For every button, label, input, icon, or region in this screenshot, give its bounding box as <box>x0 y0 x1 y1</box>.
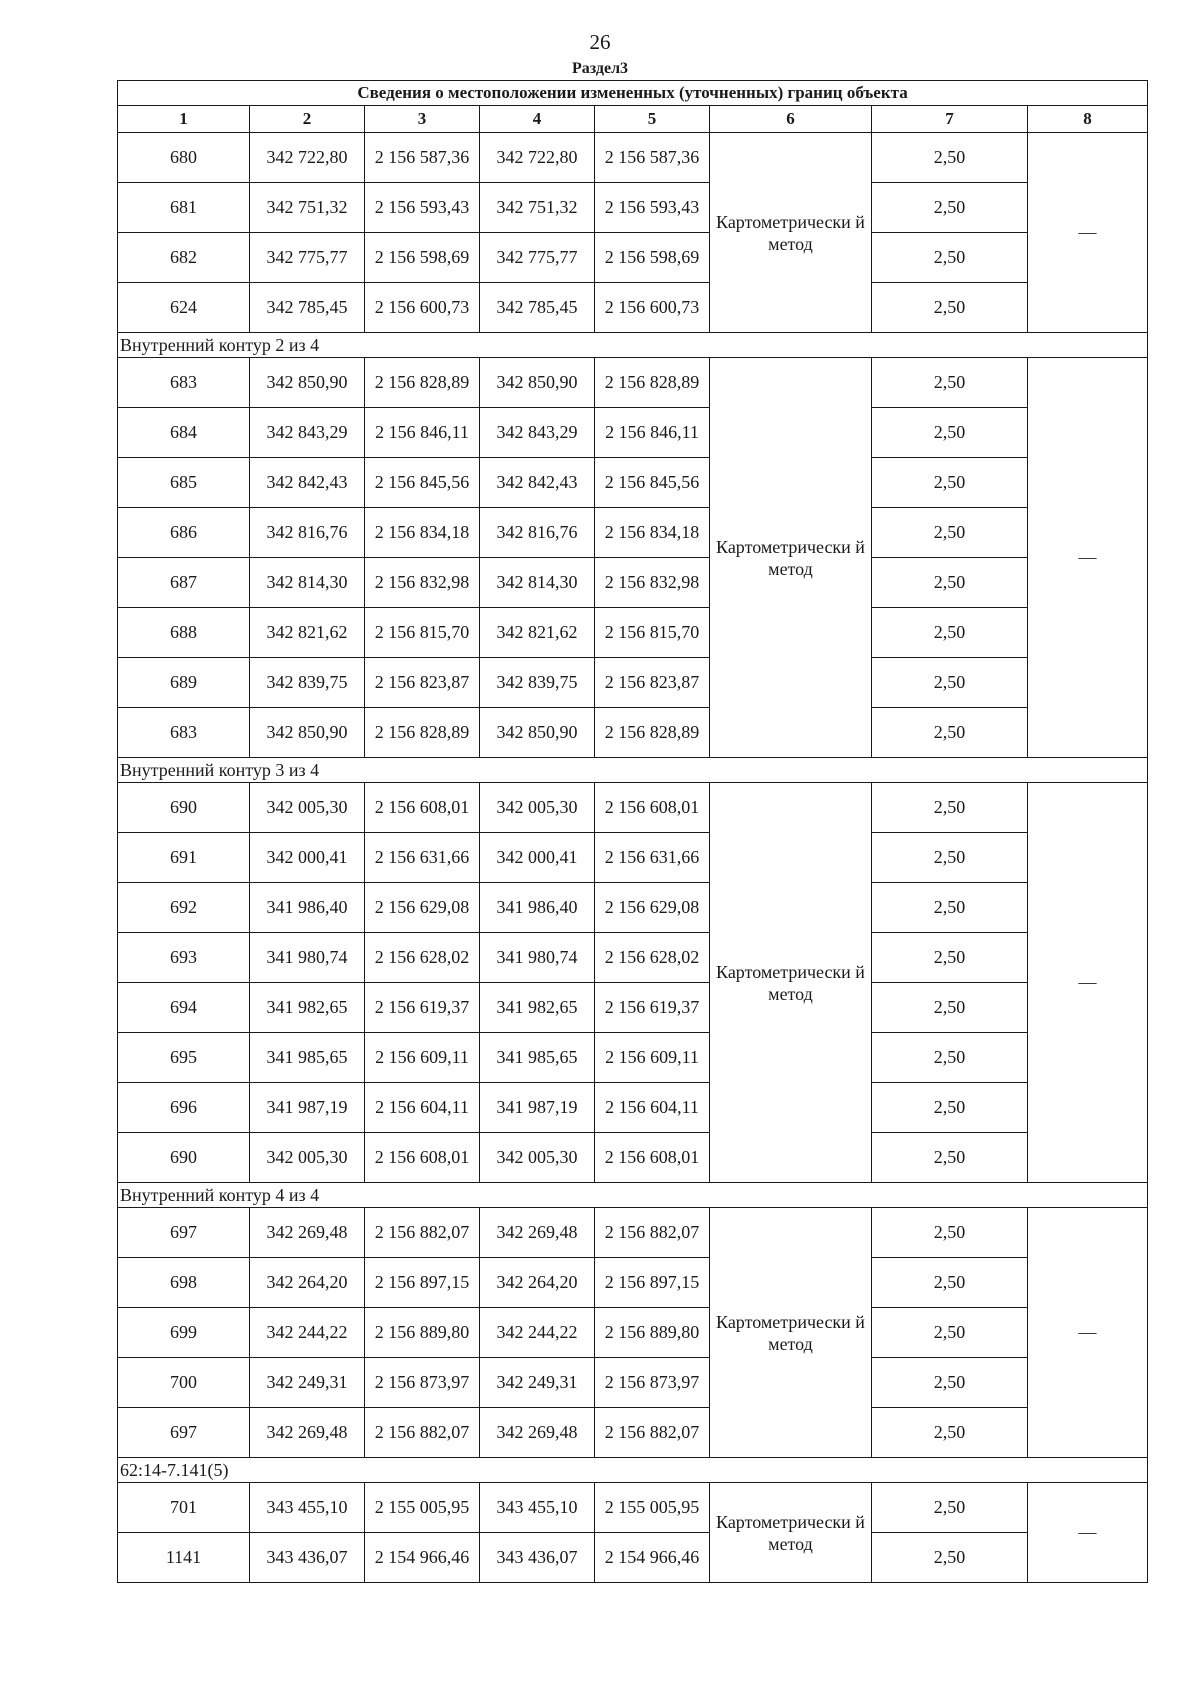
x-coordinate-refined: 342 839,75 <box>480 658 595 708</box>
x-coordinate-refined: 342 816,76 <box>480 508 595 558</box>
x-coordinate: 342 843,29 <box>250 408 365 458</box>
y-coordinate-refined: 2 156 587,36 <box>595 133 710 183</box>
accuracy-value: 2,50 <box>872 933 1028 983</box>
y-coordinate-refined: 2 156 608,01 <box>595 1133 710 1183</box>
table-row <box>118 883 1148 933</box>
y-coordinate-refined: 2 156 608,01 <box>595 783 710 833</box>
point-number: 683 <box>118 708 250 758</box>
contour-header-row <box>118 758 1148 783</box>
x-coordinate: 342 821,62 <box>250 608 365 658</box>
method-cell: Картометрически й метод <box>710 783 872 1183</box>
x-coordinate: 342 814,30 <box>250 558 365 608</box>
y-coordinate-refined: 2 156 604,11 <box>595 1083 710 1133</box>
x-coordinate-refined: 342 005,30 <box>480 783 595 833</box>
point-number: 685 <box>118 458 250 508</box>
point-number: 697 <box>118 1408 250 1458</box>
point-number: 1141 <box>118 1533 250 1583</box>
y-coordinate: 2 156 628,02 <box>365 933 480 983</box>
column-number: 6 <box>710 106 872 133</box>
table-row <box>118 558 1148 608</box>
x-coordinate: 341 982,65 <box>250 983 365 1033</box>
y-coordinate: 2 156 604,11 <box>365 1083 480 1133</box>
accuracy-value: 2,50 <box>872 1033 1028 1083</box>
x-coordinate-refined: 341 980,74 <box>480 933 595 983</box>
accuracy-value: 2,50 <box>872 408 1028 458</box>
accuracy-value: 2,50 <box>872 1408 1028 1458</box>
point-number: 692 <box>118 883 250 933</box>
point-number: 690 <box>118 1133 250 1183</box>
point-number: 687 <box>118 558 250 608</box>
table-row <box>118 1533 1148 1583</box>
x-coordinate-refined: 341 986,40 <box>480 883 595 933</box>
method-cell: Картометрически й метод <box>710 1483 872 1583</box>
contour-header-row <box>118 1183 1148 1208</box>
accuracy-value: 2,50 <box>872 183 1028 233</box>
method-cell: Картометрически й метод <box>710 1208 872 1458</box>
y-coordinate-refined: 2 156 882,07 <box>595 1208 710 1258</box>
accuracy-value: 2,50 <box>872 658 1028 708</box>
point-number: 680 <box>118 133 250 183</box>
x-coordinate-refined: 342 842,43 <box>480 458 595 508</box>
x-coordinate-refined: 342 814,30 <box>480 558 595 608</box>
x-coordinate-refined: 342 000,41 <box>480 833 595 883</box>
x-coordinate: 342 249,31 <box>250 1358 365 1408</box>
contour-label: Внутренний контур 2 из 4 <box>118 333 1148 358</box>
x-coordinate: 342 839,75 <box>250 658 365 708</box>
note-dash: — <box>1028 783 1148 1183</box>
point-number: 697 <box>118 1208 250 1258</box>
table-row <box>118 233 1148 283</box>
accuracy-value: 2,50 <box>872 1483 1028 1533</box>
point-number: 690 <box>118 783 250 833</box>
x-coordinate: 341 986,40 <box>250 883 365 933</box>
y-coordinate: 2 156 834,18 <box>365 508 480 558</box>
y-coordinate: 2 156 629,08 <box>365 883 480 933</box>
accuracy-value: 2,50 <box>872 708 1028 758</box>
x-coordinate-refined: 342 843,29 <box>480 408 595 458</box>
x-coordinate: 342 850,90 <box>250 708 365 758</box>
accuracy-value: 2,50 <box>872 608 1028 658</box>
point-number: 696 <box>118 1083 250 1133</box>
x-coordinate: 342 751,32 <box>250 183 365 233</box>
y-coordinate: 2 156 823,87 <box>365 658 480 708</box>
column-number: 4 <box>480 106 595 133</box>
x-coordinate: 342 269,48 <box>250 1208 365 1258</box>
accuracy-value: 2,50 <box>872 458 1028 508</box>
y-coordinate: 2 156 608,01 <box>365 783 480 833</box>
point-number: 691 <box>118 833 250 883</box>
accuracy-value: 2,50 <box>872 358 1028 408</box>
point-number: 698 <box>118 1258 250 1308</box>
table-row <box>118 1358 1148 1408</box>
point-number: 683 <box>118 358 250 408</box>
x-coordinate: 342 775,77 <box>250 233 365 283</box>
table-row <box>118 1033 1148 1083</box>
x-coordinate: 342 005,30 <box>250 1133 365 1183</box>
y-coordinate: 2 154 966,46 <box>365 1533 480 1583</box>
y-coordinate-refined: 2 156 834,18 <box>595 508 710 558</box>
accuracy-value: 2,50 <box>872 1258 1028 1308</box>
y-coordinate: 2 156 609,11 <box>365 1033 480 1083</box>
table-row <box>118 983 1148 1033</box>
point-number: 682 <box>118 233 250 283</box>
y-coordinate: 2 156 873,97 <box>365 1358 480 1408</box>
x-coordinate: 342 005,30 <box>250 783 365 833</box>
column-number: 2 <box>250 106 365 133</box>
y-coordinate-refined: 2 156 832,98 <box>595 558 710 608</box>
y-coordinate: 2 156 846,11 <box>365 408 480 458</box>
x-coordinate: 342 269,48 <box>250 1408 365 1458</box>
point-number: 681 <box>118 183 250 233</box>
note-dash: — <box>1028 1483 1148 1583</box>
note-dash: — <box>1028 1208 1148 1458</box>
table-row <box>118 1308 1148 1358</box>
x-coordinate: 342 264,20 <box>250 1258 365 1308</box>
y-coordinate-refined: 2 156 609,11 <box>595 1033 710 1083</box>
x-coordinate: 342 244,22 <box>250 1308 365 1358</box>
y-coordinate: 2 156 845,56 <box>365 458 480 508</box>
accuracy-value: 2,50 <box>872 558 1028 608</box>
table-row <box>118 358 1148 408</box>
note-dash: — <box>1028 133 1148 333</box>
note-dash: — <box>1028 358 1148 758</box>
table-row <box>118 1483 1148 1533</box>
point-number: 699 <box>118 1308 250 1358</box>
point-number: 695 <box>118 1033 250 1083</box>
accuracy-value: 2,50 <box>872 1308 1028 1358</box>
method-cell: Картометрически й метод <box>710 358 872 758</box>
x-coordinate: 341 985,65 <box>250 1033 365 1083</box>
column-number: 5 <box>595 106 710 133</box>
y-coordinate-refined: 2 156 598,69 <box>595 233 710 283</box>
accuracy-value: 2,50 <box>872 508 1028 558</box>
x-coordinate-refined: 342 005,30 <box>480 1133 595 1183</box>
column-number-row <box>118 106 1148 133</box>
point-number: 693 <box>118 933 250 983</box>
accuracy-value: 2,50 <box>872 1083 1028 1133</box>
contour-header-row <box>118 333 1148 358</box>
contour-label: Внутренний контур 4 из 4 <box>118 1183 1148 1208</box>
y-coordinate-refined: 2 156 593,43 <box>595 183 710 233</box>
accuracy-value: 2,50 <box>872 1208 1028 1258</box>
x-coordinate-refined: 342 751,32 <box>480 183 595 233</box>
y-coordinate-refined: 2 156 828,89 <box>595 358 710 408</box>
y-coordinate-refined: 2 156 815,70 <box>595 608 710 658</box>
column-number: 1 <box>118 106 250 133</box>
x-coordinate: 343 436,07 <box>250 1533 365 1583</box>
point-number: 688 <box>118 608 250 658</box>
column-number: 3 <box>365 106 480 133</box>
y-coordinate: 2 156 608,01 <box>365 1133 480 1183</box>
point-number: 694 <box>118 983 250 1033</box>
x-coordinate-refined: 341 985,65 <box>480 1033 595 1083</box>
accuracy-value: 2,50 <box>872 783 1028 833</box>
x-coordinate: 342 000,41 <box>250 833 365 883</box>
table-row <box>118 133 1148 183</box>
x-coordinate-refined: 341 987,19 <box>480 1083 595 1133</box>
x-coordinate-refined: 342 785,45 <box>480 283 595 333</box>
y-coordinate: 2 156 882,07 <box>365 1408 480 1458</box>
x-coordinate-refined: 342 269,48 <box>480 1408 595 1458</box>
y-coordinate: 2 156 815,70 <box>365 608 480 658</box>
table-row <box>118 833 1148 883</box>
method-cell: Картометрически й метод <box>710 133 872 333</box>
table-row <box>118 1083 1148 1133</box>
table-row <box>118 408 1148 458</box>
table-row <box>118 708 1148 758</box>
y-coordinate-refined: 2 156 897,15 <box>595 1258 710 1308</box>
y-coordinate-refined: 2 156 619,37 <box>595 983 710 1033</box>
y-coordinate-refined: 2 154 966,46 <box>595 1533 710 1583</box>
x-coordinate: 341 980,74 <box>250 933 365 983</box>
y-coordinate: 2 155 005,95 <box>365 1483 480 1533</box>
accuracy-value: 2,50 <box>872 1133 1028 1183</box>
column-number: 7 <box>872 106 1028 133</box>
x-coordinate: 343 455,10 <box>250 1483 365 1533</box>
x-coordinate-refined: 342 821,62 <box>480 608 595 658</box>
accuracy-value: 2,50 <box>872 1533 1028 1583</box>
point-number: 684 <box>118 408 250 458</box>
y-coordinate: 2 156 587,36 <box>365 133 480 183</box>
accuracy-value: 2,50 <box>872 1358 1028 1408</box>
x-coordinate: 342 850,90 <box>250 358 365 408</box>
point-number: 689 <box>118 658 250 708</box>
table-row <box>118 1258 1148 1308</box>
table-body <box>118 133 1148 1583</box>
x-coordinate-refined: 342 775,77 <box>480 233 595 283</box>
accuracy-value: 2,50 <box>872 133 1028 183</box>
x-coordinate: 342 722,80 <box>250 133 365 183</box>
y-coordinate-refined: 2 156 600,73 <box>595 283 710 333</box>
y-coordinate-refined: 2 156 846,11 <box>595 408 710 458</box>
y-coordinate: 2 156 631,66 <box>365 833 480 883</box>
table-caption: Сведения о местоположении измененных (уточненных) границ объекта <box>118 81 1148 106</box>
y-coordinate: 2 156 897,15 <box>365 1258 480 1308</box>
table-row <box>118 1408 1148 1458</box>
x-coordinate-refined: 342 244,22 <box>480 1308 595 1358</box>
point-number: 700 <box>118 1358 250 1408</box>
y-coordinate-refined: 2 156 828,89 <box>595 708 710 758</box>
y-coordinate: 2 156 619,37 <box>365 983 480 1033</box>
y-coordinate: 2 156 882,07 <box>365 1208 480 1258</box>
accuracy-value: 2,50 <box>872 833 1028 883</box>
y-coordinate: 2 156 889,80 <box>365 1308 480 1358</box>
y-coordinate-refined: 2 156 628,02 <box>595 933 710 983</box>
table-row <box>118 608 1148 658</box>
accuracy-value: 2,50 <box>872 283 1028 333</box>
page-number: 26 <box>589 30 611 54</box>
table-row <box>118 508 1148 558</box>
table-row <box>118 658 1148 708</box>
y-coordinate-refined: 2 156 882,07 <box>595 1408 710 1458</box>
x-coordinate-refined: 342 249,31 <box>480 1358 595 1408</box>
table-row <box>118 1133 1148 1183</box>
x-coordinate-refined: 343 436,07 <box>480 1533 595 1583</box>
y-coordinate: 2 156 593,43 <box>365 183 480 233</box>
table-row <box>118 933 1148 983</box>
contour-label: Внутренний контур 3 из 4 <box>118 758 1148 783</box>
accuracy-value: 2,50 <box>872 883 1028 933</box>
accuracy-value: 2,50 <box>872 983 1028 1033</box>
y-coordinate: 2 156 600,73 <box>365 283 480 333</box>
table-row <box>118 783 1148 833</box>
x-coordinate-refined: 342 850,90 <box>480 708 595 758</box>
point-number: 701 <box>118 1483 250 1533</box>
accuracy-value: 2,50 <box>872 233 1028 283</box>
table-row <box>118 283 1148 333</box>
y-coordinate-refined: 2 156 845,56 <box>595 458 710 508</box>
x-coordinate: 342 842,43 <box>250 458 365 508</box>
x-coordinate: 342 785,45 <box>250 283 365 333</box>
y-coordinate-refined: 2 156 889,80 <box>595 1308 710 1358</box>
table-row <box>118 1208 1148 1258</box>
y-coordinate: 2 156 832,98 <box>365 558 480 608</box>
section-title: Раздел3 <box>571 60 629 77</box>
y-coordinate-refined: 2 156 631,66 <box>595 833 710 883</box>
table-row <box>118 183 1148 233</box>
point-number: 624 <box>118 283 250 333</box>
x-coordinate-refined: 342 269,48 <box>480 1208 595 1258</box>
x-coordinate-refined: 342 850,90 <box>480 358 595 408</box>
y-coordinate-refined: 2 155 005,95 <box>595 1483 710 1533</box>
y-coordinate-refined: 2 156 873,97 <box>595 1358 710 1408</box>
y-coordinate: 2 156 828,89 <box>365 708 480 758</box>
coordinates-table <box>117 80 1148 1583</box>
x-coordinate: 342 816,76 <box>250 508 365 558</box>
contour-label: 62:14-7.141(5) <box>118 1458 1148 1483</box>
point-number: 686 <box>118 508 250 558</box>
table-row <box>118 458 1148 508</box>
y-coordinate-refined: 2 156 823,87 <box>595 658 710 708</box>
y-coordinate: 2 156 598,69 <box>365 233 480 283</box>
y-coordinate: 2 156 828,89 <box>365 358 480 408</box>
column-number: 8 <box>1028 106 1148 133</box>
y-coordinate-refined: 2 156 629,08 <box>595 883 710 933</box>
x-coordinate: 341 987,19 <box>250 1083 365 1133</box>
contour-header-row <box>118 1458 1148 1483</box>
x-coordinate-refined: 343 455,10 <box>480 1483 595 1533</box>
x-coordinate-refined: 341 982,65 <box>480 983 595 1033</box>
x-coordinate-refined: 342 264,20 <box>480 1258 595 1308</box>
x-coordinate-refined: 342 722,80 <box>480 133 595 183</box>
